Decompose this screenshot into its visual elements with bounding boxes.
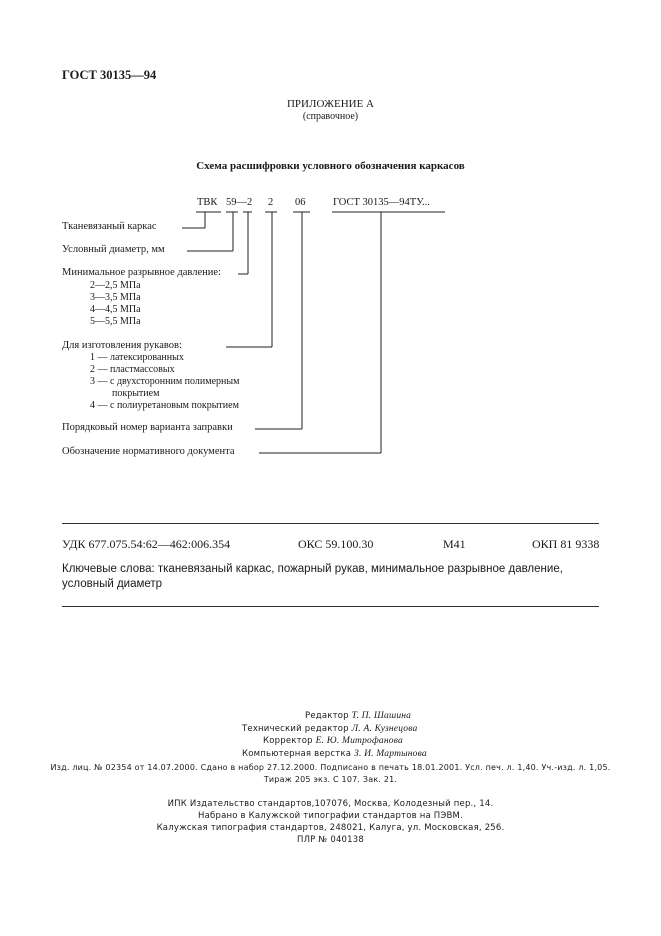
credit-editor-name: Т. П. Шашина (351, 711, 412, 721)
pressure-item: 4—4,5 МПа (90, 304, 141, 315)
credit-corrector (263, 736, 403, 746)
label-fabric: Тканевязаный каркас (62, 221, 157, 232)
hose-item: 4 — с полиуретановым покрытием (90, 400, 239, 411)
credit-layout (242, 749, 427, 759)
divider-top (62, 523, 599, 524)
publisher-line-3: Калужская типография стандартов, 248021, Калуга, ул. Московская, 256. (156, 823, 505, 833)
credit-corrector-label: Корректор (263, 736, 313, 746)
pressure-item: 2—2,5 МПа (90, 280, 141, 291)
pressure-item: 5—5,5 МПа (90, 316, 141, 327)
m-code: М41 (443, 537, 466, 551)
scheme-title: Схема расшифровки условного обозначения каркасов (196, 160, 465, 172)
publisher-line-4: ПЛР № 040138 (296, 835, 364, 845)
code-part-diameter: 59—2 (226, 197, 253, 208)
keywords: Ключевые слова: тканевязаный каркас, пожарный рукав, минимальное разрывное давление, условный диаметр (62, 563, 563, 590)
credit-layout-name: З. И. Мартынова (354, 749, 427, 759)
publisher-line-2: Набрано в Калужской типографии стандартов на ПЭВМ. (198, 811, 463, 821)
code-part-standard: ГОСТ 30135—94ТУ... (333, 197, 430, 208)
hose-item-continuation: покрытием (112, 388, 160, 399)
oks-code: ОКС 59.100.30 (298, 537, 374, 551)
code-part-type: ТВК (197, 197, 218, 208)
label-variant: Порядковый номер варианта заправки (62, 422, 233, 433)
udk-code: УДК 677.075.54:62—462:006.354 (62, 537, 231, 551)
hose-item: 3 — с двухсторонним полимерным (90, 376, 240, 387)
print-line-1: Изд. лиц. № 02354 от 14.07.2000. Сдано в набор 27.12.2000. Подписано в печать 18.01.2001. Усл. печ. л. 1,40. Уч.-изд. л. 1,05. (50, 763, 611, 772)
okp-code: ОКП 81 9338 (532, 537, 600, 551)
label-pressure: Минимальное разрывное давление: (62, 267, 221, 278)
label-hoses: Для изготовления рукавов: (62, 340, 182, 351)
divider-bottom (62, 606, 599, 607)
publisher-line-1: ИПК Издательство стандартов,107076, Москва, Колодезный пер., 14. (167, 799, 494, 809)
credit-tech-label: Технический редактор (242, 724, 349, 734)
code-part-variant: 06 (295, 197, 306, 208)
print-line-2: Тираж 205 экз. С 107. Зак. 21. (263, 775, 398, 784)
credit-editor-label: Редактор (305, 711, 349, 721)
appendix-note: (справочное) (302, 111, 359, 122)
appendix-title: ПРИЛОЖЕНИЕ А (286, 98, 374, 110)
credit-editor (305, 711, 411, 721)
pressure-item: 3—3,5 МПа (90, 292, 141, 303)
credit-tech (242, 724, 417, 734)
credit-tech-name: Л. А. Кузнецова (351, 724, 418, 734)
credit-layout-label: Компьютерная верстка (242, 749, 352, 759)
standard-header: ГОСТ 30135—94 (62, 68, 157, 82)
hose-item: 2 — пластмассовых (90, 364, 175, 375)
label-document: Обозначение нормативного документа (62, 446, 235, 457)
credit-corrector-name: Е. Ю. Митрофанова (315, 736, 403, 746)
hose-item: 1 — латексированных (90, 352, 184, 363)
label-diameter: Условный диаметр, мм (62, 244, 165, 255)
code-part-hose: 2 (268, 197, 274, 208)
